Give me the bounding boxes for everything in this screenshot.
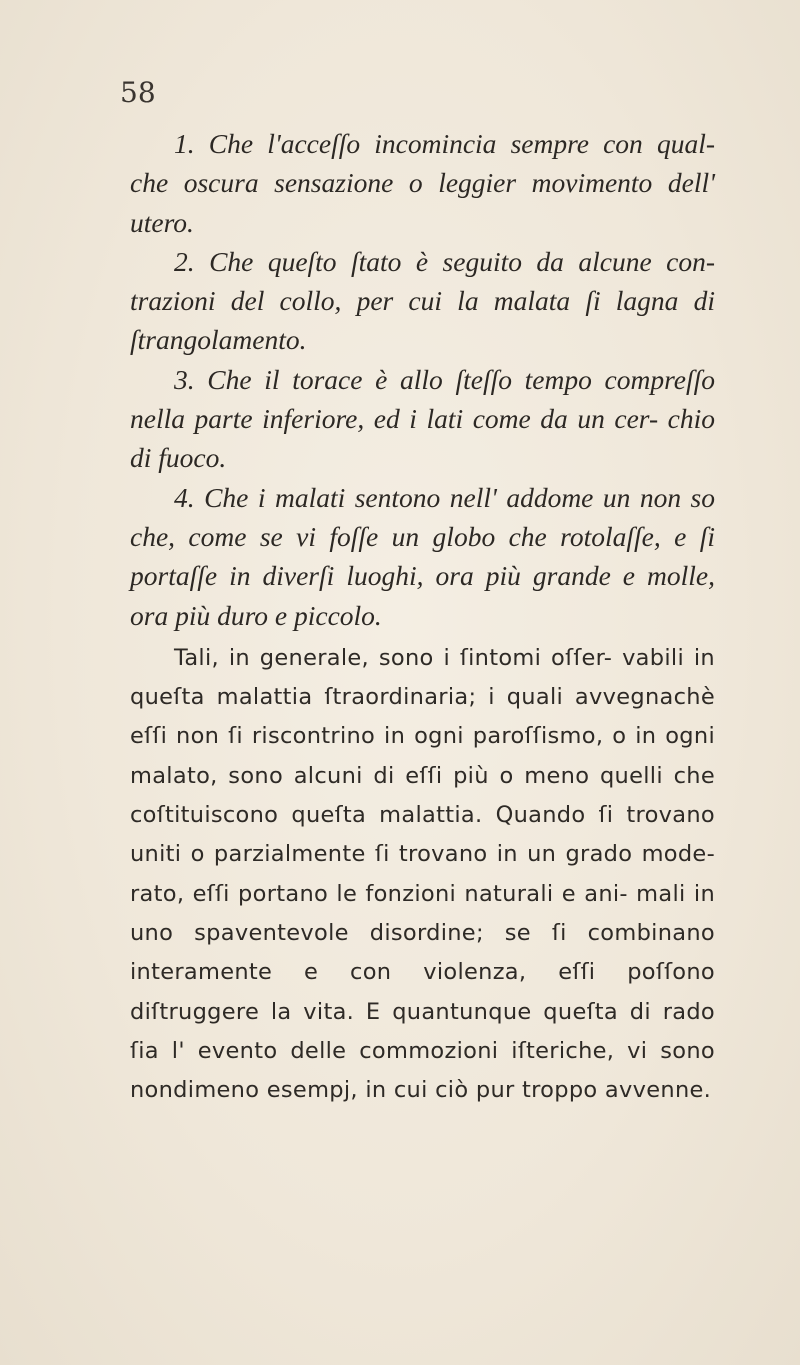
- page-body: [130, 124, 715, 1110]
- body-paragraph: Tali, in generale, sono i ſintomi oſſer- vabili in queſta malattia ſtraordinaria; i quali avvegnachè eſſi non ſi riscontrino in ogni paroſſismo, o in ogni malato, sono alcuni di eſſi più o meno quelli che coſtituiscono queſta malattia. Quando ſi trovano uniti o parzialmente ſi trovano in un grado mode- rato, eſſi portano le fonzioni naturali e ani- mali in uno spaventevole disordine; se ſi combinano interamente e con violenza, eſſi poſſono diſtruggere la vita. E quantunque queſta di rado ſia l' evento delle commozioni iſteriche, vi sono nondimeno esempj, in cui ciò pur troppo avvenne.: [130, 644, 715, 1104]
- symptom-item-1: 1. Che l'acceſſo incomincia sempre con qual- che oscura sensazione o leggier movimento dell' utero.: [130, 128, 715, 238]
- symptom-list: [130, 124, 715, 635]
- symptom-item-3: 3. Che il torace è allo ſteſſo tempo compreſſo nella parte inferiore, ed i lati come da un cer- chio di fuoco.: [130, 363, 715, 474]
- symptom-item-4: 4. Che i malati sentono nell' addome un non so che, come se vi foſſe un globo che rotolaſſe, e ſi portaſſe in diverſi luoghi, ora più grande e molle, ora più duro e piccolo.: [130, 481, 715, 631]
- symptom-item-2: 2. Che queſto ſtato è seguito da alcune con- trazioni del collo, per cui la malata ſi lagna di ſtrangolamento.: [130, 245, 715, 356]
- page-number: 58: [120, 76, 156, 109]
